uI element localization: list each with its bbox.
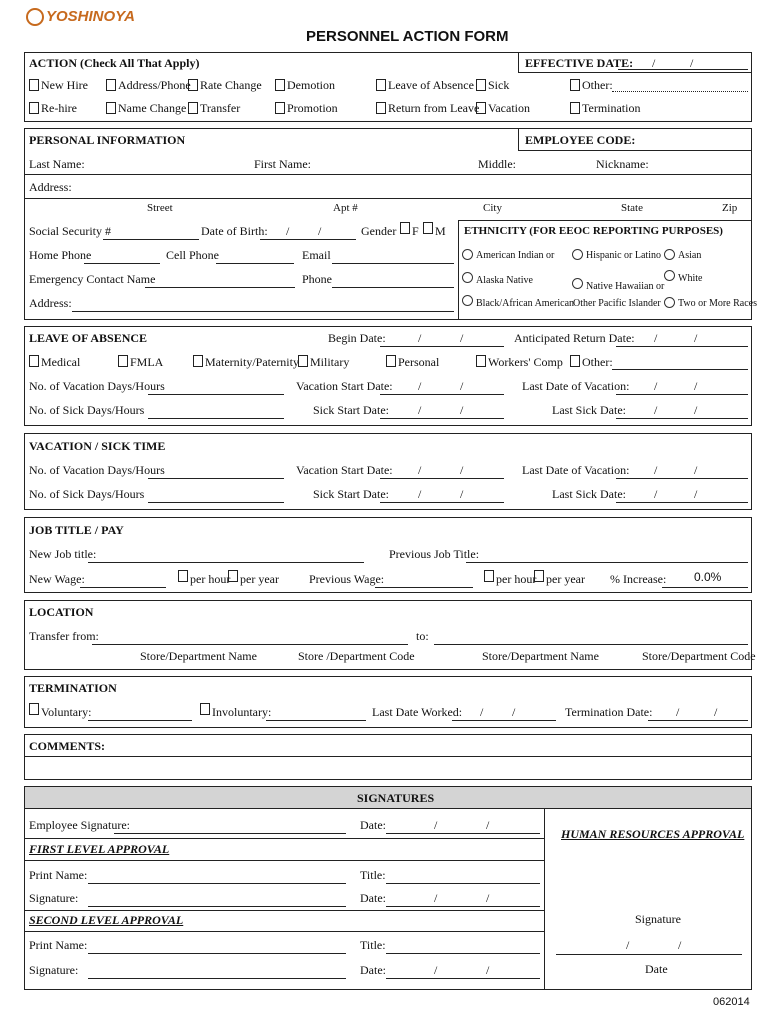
second-level-heading: SECOND LEVEL APPROVAL — [29, 913, 184, 927]
new-hire-checkbox[interactable] — [29, 79, 39, 91]
ethnicity-hawaiian-radio[interactable] — [572, 278, 583, 289]
prev-per-hour-checkbox[interactable] — [484, 570, 494, 582]
transfer-checkbox[interactable] — [188, 102, 198, 114]
fmla-checkbox[interactable] — [118, 355, 128, 367]
logo-icon — [26, 8, 44, 26]
promotion-checkbox[interactable] — [275, 102, 285, 114]
ethnicity-white-radio[interactable] — [664, 270, 675, 281]
hr-approval-heading: HUMAN RESOURCES APPROVAL — [561, 827, 745, 841]
termination-checkbox[interactable] — [570, 102, 580, 114]
form-title: PERSONNEL ACTION FORM — [306, 28, 509, 45]
ethnicity-asian-radio[interactable] — [664, 249, 675, 260]
other-action-checkbox[interactable] — [570, 79, 580, 91]
return-from-leave-checkbox[interactable] — [376, 102, 386, 114]
other-leave-checkbox[interactable] — [570, 355, 580, 367]
rehire-checkbox[interactable] — [29, 102, 39, 114]
voluntary-checkbox[interactable] — [29, 703, 39, 715]
new-per-hour-checkbox[interactable] — [178, 570, 188, 582]
vacation-heading: VACATION / SICK TIME — [29, 439, 166, 453]
effective-date-label: EFFECTIVE DATE: — [525, 56, 634, 70]
ethnicity-alaska-radio[interactable] — [462, 272, 473, 283]
job-heading: JOB TITLE / PAY — [29, 523, 124, 537]
logo-text: YOSHINOYA — [46, 8, 135, 25]
gender-f-checkbox[interactable] — [400, 222, 410, 234]
personal-heading: PERSONAL INFORMATION — [29, 133, 186, 147]
form-code: 062014 — [713, 996, 750, 1008]
location-heading: LOCATION — [29, 605, 94, 619]
termination-heading: TERMINATION — [29, 681, 117, 695]
ethnicity-heading: ETHNICITY (FOR EEOC REPORTING PURPOSES) — [464, 225, 723, 237]
demotion-checkbox[interactable] — [275, 79, 285, 91]
ethnicity-american-indian-radio[interactable] — [462, 249, 473, 260]
ethnicity-black-radio[interactable] — [462, 295, 473, 306]
sick-checkbox[interactable] — [476, 79, 486, 91]
leave-heading: LEAVE OF ABSENCE — [29, 331, 148, 345]
maternity-checkbox[interactable] — [193, 355, 203, 367]
prev-per-year-checkbox[interactable] — [534, 570, 544, 582]
medical-checkbox[interactable] — [29, 355, 39, 367]
vacation-checkbox[interactable] — [476, 102, 486, 114]
signatures-heading: SIGNATURES — [357, 791, 435, 805]
rate-change-checkbox[interactable] — [188, 79, 198, 91]
ethnicity-two-or-more-radio[interactable] — [664, 297, 675, 308]
comments-heading: COMMENTS: — [29, 739, 105, 753]
first-level-heading: FIRST LEVEL APPROVAL — [29, 842, 170, 856]
gender-m-checkbox[interactable] — [423, 222, 433, 234]
employee-code-label: EMPLOYEE CODE: — [525, 133, 636, 147]
comments-section[interactable] — [24, 734, 752, 780]
workers-comp-checkbox[interactable] — [476, 355, 486, 367]
action-heading: ACTION (Check All That Apply) — [29, 56, 200, 70]
percent-increase-value: 0.0% — [694, 570, 722, 584]
address-phone-checkbox[interactable] — [106, 79, 116, 91]
personal-leave-checkbox[interactable] — [386, 355, 396, 367]
involuntary-checkbox[interactable] — [200, 703, 210, 715]
leave-of-absence-checkbox[interactable] — [376, 79, 386, 91]
military-checkbox[interactable] — [298, 355, 308, 367]
new-per-year-checkbox[interactable] — [228, 570, 238, 582]
name-change-checkbox[interactable] — [106, 102, 116, 114]
ethnicity-hispanic-radio[interactable] — [572, 249, 583, 260]
